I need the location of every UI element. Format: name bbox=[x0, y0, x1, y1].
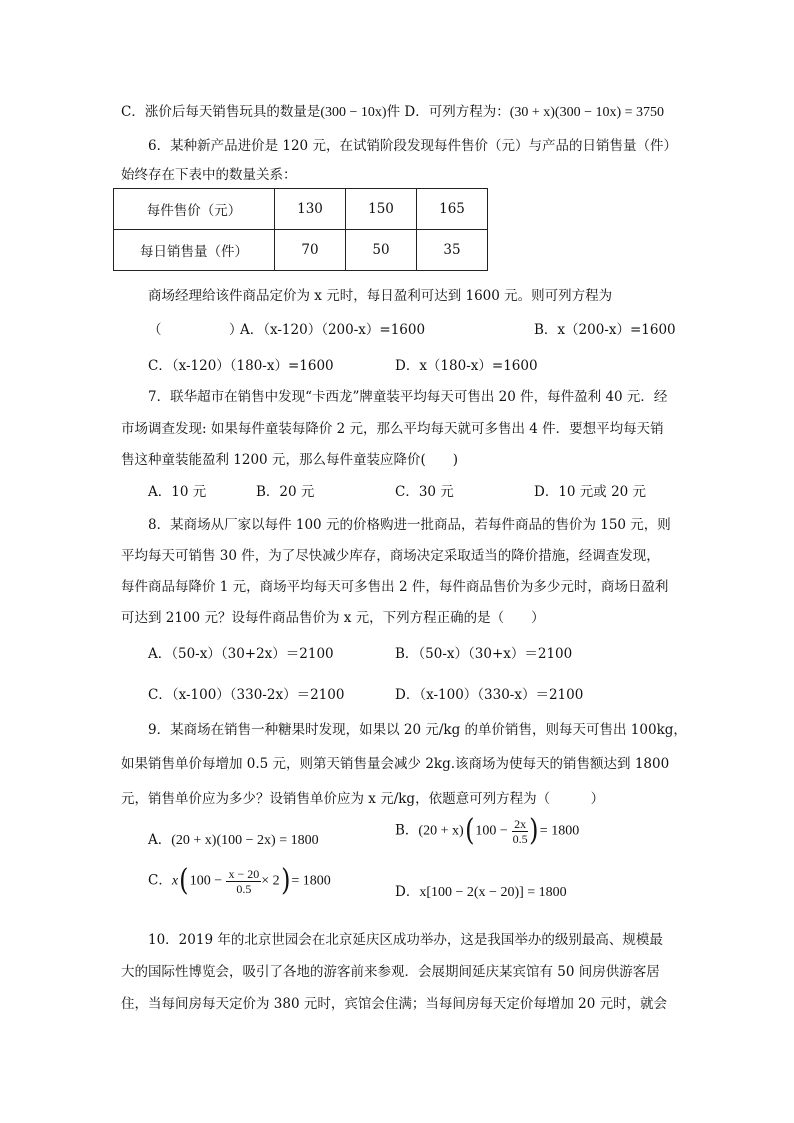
q7-line-3: 售这种童装能盈利 1200 元，那么每件童装应降价( ) bbox=[121, 452, 458, 468]
q9-option-c-pre: x bbox=[171, 873, 179, 889]
q6-answer-paren: （ ） bbox=[148, 322, 243, 338]
q9-option-d bbox=[395, 880, 567, 901]
q6-option-d: D．x（180-x）=1600 bbox=[395, 358, 538, 374]
table-row bbox=[114, 189, 488, 230]
q8-line-4: 可达到 2100 元？设每件商品售价为 x 元，下列方程正确的是（ ） bbox=[121, 610, 545, 626]
q9-option-d-label: D． bbox=[395, 884, 420, 900]
q9-option-b bbox=[395, 813, 580, 848]
q9-line-2: 如果销售单价每增加 0.5 元，则第天销售量会减少 2kg.该商场为使每天的销售额达到 1800 bbox=[121, 756, 670, 772]
fraction-denominator: 0.5 bbox=[236, 881, 252, 896]
q8-line-2: 平均每天可销售 30 件，为了尽快减少库存，商场决定采取适当的降价措施，经调查发现， bbox=[121, 548, 660, 564]
q9-option-b-mid: 100 − bbox=[475, 823, 508, 839]
table-cell: 150 bbox=[346, 189, 417, 230]
table-row bbox=[114, 230, 488, 271]
right-paren-glyph: ) bbox=[529, 813, 539, 848]
table-row-header: 每件售价（元） bbox=[114, 189, 275, 230]
q5-option-d-label: D．可列方程为： bbox=[404, 104, 510, 120]
q7-option-d: D．10 元或 20 元 bbox=[534, 484, 647, 500]
table-cell: 70 bbox=[275, 230, 346, 271]
q6-option-a: A．（x-120）（200-x）=1600 bbox=[240, 322, 426, 338]
q10-line-3: 住，当每间房每天定价为 380 元时，宾馆会住满；当每间房每天定价每增加 20 元时，就会 bbox=[121, 996, 668, 1012]
q7-line-1: 7．联华超市在销售中发现“卡西龙”牌童装平均每天可售出 20 件，每件盈利 40 元．经 bbox=[148, 389, 668, 405]
q7-line-2: 市场调查发现: 如果每件童装每降价 2 元，那么平均每天就可多售出 4 件．要想平均每天销 bbox=[121, 421, 664, 437]
q9-option-b-label: B． bbox=[395, 822, 419, 839]
q8-option-c: C．（x-100）（330-2x）＝2100 bbox=[148, 687, 345, 703]
q9-option-a-label: A． bbox=[148, 832, 172, 848]
q6-line-2: 始终存在下表中的数量关系： bbox=[121, 167, 297, 183]
q10-line-2: 大的国际性博览会，吸引了各地的游客前来参观．会展期间延庆某宾馆有 50 间房供游客居 bbox=[121, 964, 660, 980]
q6-option-b: B．x（200-x）=1600 bbox=[534, 322, 676, 338]
q9-option-d-expr: x[100 − 2(x − 20)] = 1800 bbox=[419, 885, 567, 900]
q9-option-b-fraction bbox=[512, 818, 528, 845]
q6-option-c: C．（x-120）（180-x）=1600 bbox=[148, 358, 334, 374]
q5-option-c-expr: (300 − 10x) bbox=[320, 105, 387, 120]
q5-option-c-label: C．涨价后每天销售玩具的数量是 bbox=[121, 104, 321, 120]
q9-option-b-pre: (20 + x) bbox=[418, 823, 464, 839]
q10-line-1: 10．2019 年的北京世园会在北京延庆区成功举办，这是我国举办的级别最高、规模最 bbox=[148, 932, 663, 948]
q5-option-c-suffix: 件 bbox=[386, 104, 401, 120]
q9-option-c-mid: 100 − bbox=[189, 873, 223, 889]
table-cell: 130 bbox=[275, 189, 346, 230]
table-cell: 35 bbox=[417, 230, 488, 271]
q9-option-c bbox=[148, 863, 331, 898]
q9-line-3: 元，销售单价应为多少？设销售单价应为 x 元/kg，依题意可列方程为（ ） bbox=[121, 791, 605, 807]
fraction-denominator: 0.5 bbox=[512, 831, 528, 846]
q9-option-c-post: × 2 bbox=[261, 873, 280, 889]
fraction-numerator: x − 20 bbox=[228, 866, 260, 881]
q6-price-sales-table bbox=[113, 188, 488, 271]
q7-option-a: A．10 元 bbox=[148, 484, 207, 500]
table-cell: 165 bbox=[417, 189, 488, 230]
table-cell: 50 bbox=[346, 230, 417, 271]
q9-option-a bbox=[148, 828, 319, 849]
fraction-numerator: 2x bbox=[514, 816, 527, 831]
q8-line-1: 8．某商场从厂家以每件 100 元的价格购进一批商品，若每件商品的售价为 150 元，则 bbox=[148, 517, 671, 533]
q9-line-1: 9．某商场在销售一种糖果时发现，如果以 20 元/kg 的单价销售，则每天可售出 100kg， bbox=[148, 722, 687, 738]
q9-option-a-expr: (20 + x)(100 − 2x) = 1800 bbox=[171, 833, 319, 848]
q8-option-a: A．（50-x）（30+2x）＝2100 bbox=[148, 646, 334, 662]
q6-line-3: 商场经理给该件商品定价为 x 元时，每日盈利可达到 1600 元。则可列方程为 bbox=[148, 288, 613, 304]
left-paren-glyph: ( bbox=[179, 863, 189, 898]
q8-option-d: D．（x-100）（330-x）＝2100 bbox=[395, 687, 584, 703]
q9-option-c-eq: = 1800 bbox=[291, 873, 331, 889]
q6-line-1: 6．某种新产品进价是 120 元，在试销阶段发现每件售价（元）与产品的日销售量（件） bbox=[148, 138, 677, 154]
left-paren-glyph: ( bbox=[464, 813, 475, 848]
right-paren-glyph: ) bbox=[280, 863, 291, 898]
q9-option-c-label: C． bbox=[148, 872, 172, 889]
q7-option-c: C．30 元 bbox=[395, 484, 454, 500]
q7-option-b: B．20 元 bbox=[256, 484, 315, 500]
q8-option-b: B．（50-x）（30+x）＝2100 bbox=[395, 646, 573, 662]
q9-option-c-fraction bbox=[226, 868, 261, 895]
q5-option-d-expr: (30 + x)(300 − 10x) = 3750 bbox=[509, 105, 665, 120]
table-row-header: 每日销售量（件） bbox=[114, 230, 275, 271]
q5-options-line bbox=[121, 100, 664, 121]
q8-line-3: 每件商品每降价 1 元，商场平均每天可多售出 2 件，每件商品售价为多少元时，商场日盈利 bbox=[121, 579, 669, 595]
q9-option-b-post: = 1800 bbox=[539, 823, 580, 839]
